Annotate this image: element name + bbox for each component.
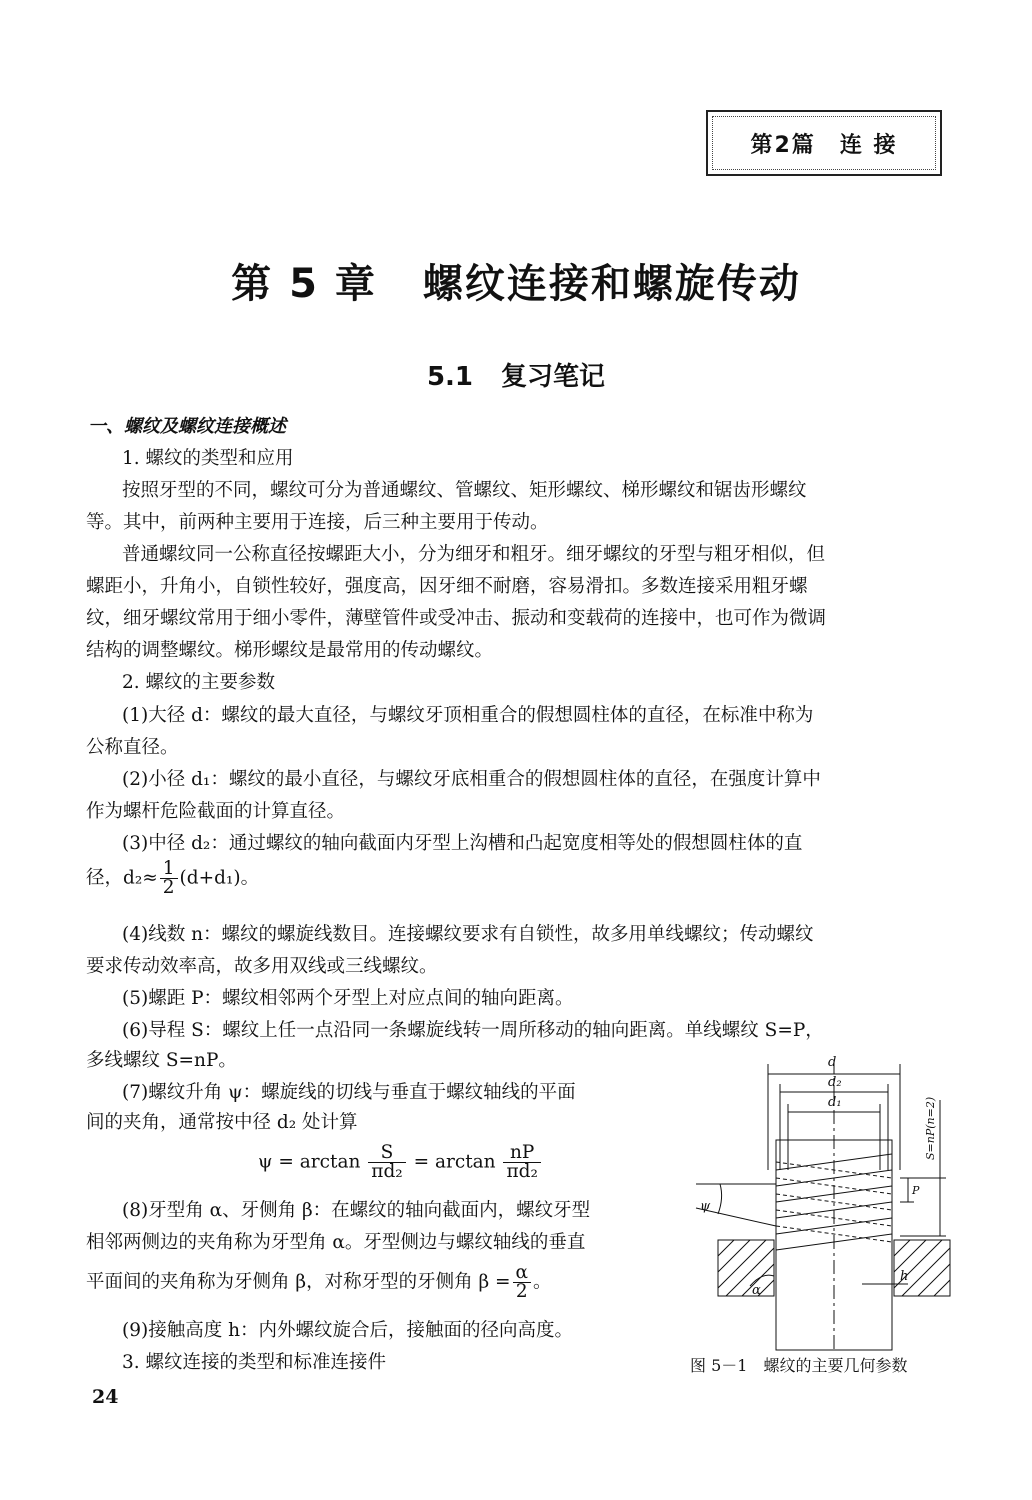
label-S: S=nP(n=2) — [924, 1096, 937, 1160]
section-number: 5.1 — [426, 362, 474, 392]
paragraph-line: (1)大径 d：螺纹的最大直径，与螺纹牙顶相重合的假想圆柱体的直径，在标准中称为 — [122, 705, 814, 726]
figure-caption: 图 5－1 螺纹的主要几何参数 — [690, 1356, 908, 1375]
fraction-denominator: 2 — [162, 877, 175, 898]
fraction-numerator: α — [513, 1264, 532, 1283]
fraction-numerator: 1 — [160, 860, 178, 879]
label-d1: d₁ — [828, 1095, 842, 1110]
paragraph-line: 纹，细牙螺纹常用于细小零件，薄壁管件或受冲击、振动和变载荷的连接中，也可作为微调 — [86, 608, 827, 629]
paragraph-line: 作为螺杆危险截面的计算直径。 — [86, 801, 346, 822]
subheading-1: 1. 螺纹的类型和应用 — [122, 448, 294, 469]
formula-text: 平面间的夹角称为牙侧角 β，对称牙型的牙侧角 β = — [86, 1271, 511, 1293]
paragraph-line: (5)螺距 P：螺纹相邻两个牙型上对应点间的轴向距离。 — [122, 988, 574, 1009]
paragraph-line: 间的夹角，通常按中径 d₂ 处计算 — [86, 1112, 358, 1133]
label-d: d — [828, 1055, 837, 1070]
fraction — [160, 860, 178, 897]
fraction — [513, 1264, 532, 1301]
paragraph-line: 多线螺纹 S=nP。 — [86, 1050, 237, 1071]
formula-text: = arctan — [413, 1151, 496, 1173]
paragraph-line: 等。其中，前两种主要用于连接，后三种主要用于传动。 — [86, 512, 549, 533]
paragraph-line: (3)中径 d₂：通过螺纹的轴向截面内牙型上沟槽和凸起宽度相等处的假想圆柱体的直 — [122, 833, 803, 854]
formula-text: 。 — [533, 1271, 552, 1293]
angle-psi-arc — [718, 1184, 722, 1214]
fraction-numerator: S — [368, 1144, 405, 1163]
nut-section-left — [718, 1240, 774, 1296]
fraction — [503, 1144, 540, 1181]
fraction-denominator: πd₂ — [506, 1161, 538, 1182]
flank-angle-formula-line — [86, 1264, 676, 1301]
fraction-denominator: 2 — [515, 1281, 528, 1302]
midpoint-formula-line — [86, 860, 952, 897]
fraction-denominator: πd₂ — [371, 1161, 403, 1182]
formula-text: (d+d₁)。 — [179, 867, 260, 889]
part-title: 连 接 — [839, 132, 898, 158]
heading-1: 一、螺纹及螺纹连接概述 — [88, 416, 286, 437]
nut-section-right — [894, 1240, 950, 1296]
paragraph-line: (4)线数 n：螺纹的螺旋线数目。连接螺纹要求有自锁性，故多用单线螺纹；传动螺纹 — [122, 924, 814, 945]
chapter-number: 第 5 章 — [231, 261, 377, 307]
formula-text: 径，d₂≈ — [86, 867, 158, 889]
paragraph-line: (9)接触高度 h：内外螺纹旋合后，接触面的径向高度。 — [122, 1320, 574, 1341]
fraction — [368, 1144, 405, 1181]
lead-angle-formula — [258, 1144, 543, 1181]
thread-geometry-figure — [690, 1050, 960, 1356]
page-number: 24 — [92, 1386, 119, 1408]
formula-text: ψ = arctan — [258, 1151, 361, 1173]
chapter-title — [0, 252, 1032, 309]
paragraph-line: (7)螺纹升角 ψ：螺旋线的切线与垂直于螺纹轴线的平面 — [122, 1082, 576, 1103]
paragraph-line: (6)导程 S：螺纹上任一点沿同一条螺旋线转一周所移动的轴向距离。单线螺纹 S=P， — [122, 1020, 824, 1041]
paragraph-line: (2)小径 d₁：螺纹的最小直径，与螺纹牙底相重合的假想圆柱体的直径，在强度计算中 — [122, 769, 821, 790]
label-alpha: α — [752, 1283, 761, 1298]
paragraph-line: 要求传动效率高，故多用双线或三线螺纹。 — [86, 956, 438, 977]
paragraph-line: 结构的调整螺纹。梯形螺纹是最常用的传动螺纹。 — [86, 640, 494, 661]
label-psi: ψ — [700, 1199, 711, 1214]
chapter-name: 螺纹连接和螺旋传动 — [422, 261, 801, 307]
paragraph-line: (8)牙型角 α、牙侧角 β：在螺纹的轴向截面内，螺纹牙型 — [122, 1200, 591, 1221]
paragraph-line: 螺距小，升角小，自锁性较好，强度高，因牙细不耐磨，容易滑扣。多数连接采用粗牙螺 — [86, 576, 808, 597]
paragraph-line: 公称直径。 — [86, 737, 179, 758]
label-d2: d₂ — [828, 1075, 842, 1090]
subheading-3: 3. 螺纹连接的类型和标准连接件 — [122, 1352, 387, 1373]
subheading-2: 2. 螺纹的主要参数 — [122, 672, 276, 693]
part-banner — [706, 110, 942, 176]
label-h: h — [900, 1269, 909, 1284]
paragraph-line: 相邻两侧边的夹角称为牙型角 α。牙型侧边与螺纹轴线的垂直 — [86, 1232, 586, 1253]
part-label: 第2篇 — [750, 132, 816, 158]
paragraph-line: 普通螺纹同一公称直径按螺距大小，分为细牙和粗牙。细牙螺纹的牙型与粗牙相似，但 — [122, 544, 826, 565]
paragraph-line: 按照牙型的不同，螺纹可分为普通螺纹、管螺纹、矩形螺纹、梯形螺纹和锯齿形螺纹 — [122, 480, 807, 501]
section-name: 复习笔记 — [501, 362, 606, 392]
fraction-numerator: nP — [503, 1144, 540, 1163]
section-title — [0, 356, 1032, 393]
label-P: P — [912, 1184, 920, 1197]
